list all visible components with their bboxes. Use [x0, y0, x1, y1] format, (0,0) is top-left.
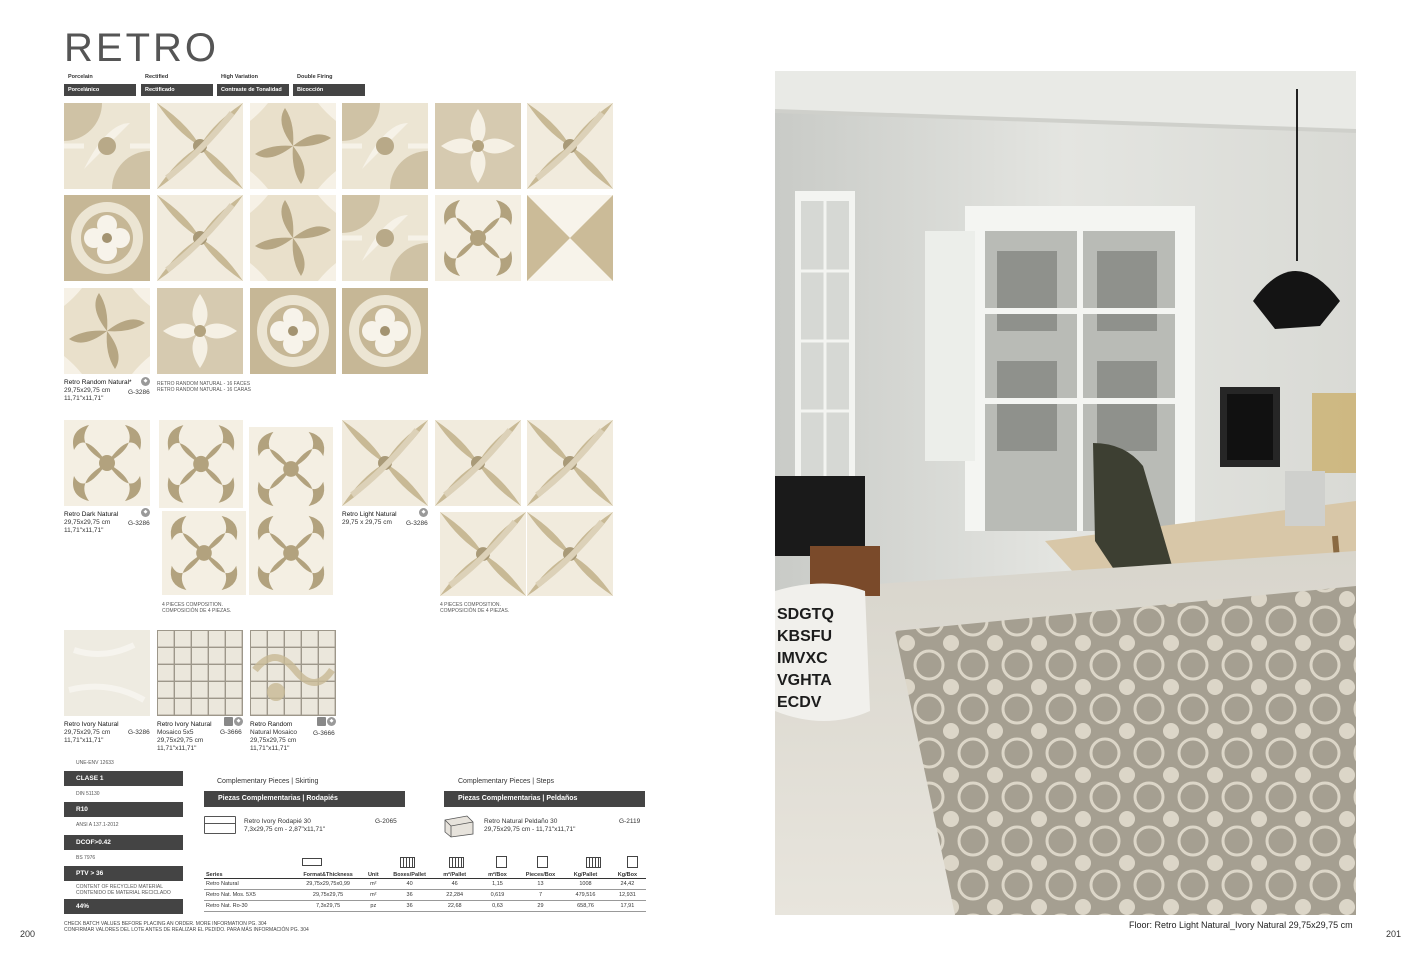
product-caption: [64, 379, 132, 403]
tile-image: [64, 630, 150, 716]
porcelain-icon: ◆: [141, 508, 150, 517]
product-size-inch: 11,71"x11,71": [64, 737, 104, 744]
comp-bar: Piezas Complementarias | Peldaños: [444, 791, 645, 807]
product-caption: Retro Natural Peldaño 30 29,75x29,75 cm - 11,71"x11,71": [484, 818, 576, 833]
product-name-line2: Mosaico 5x5: [157, 729, 194, 736]
product-caption: [64, 721, 119, 745]
tech-value: 44%: [64, 899, 183, 914]
product-code: G-2119: [619, 818, 641, 825]
tech-value: DCOF>0.42: [64, 835, 183, 850]
tech-label: ANSI A 137.1-2012: [76, 822, 119, 828]
pallet-icon: [586, 857, 601, 868]
product-size: 29,75x29,75 cm: [64, 387, 111, 394]
table-header: Format&Thickness: [303, 872, 353, 878]
table-header: m²/Pallet: [443, 872, 467, 878]
product-caption: Retro Ivory Rodapié 30 7,3x29,75 cm - 2,87"x11,71": [244, 818, 326, 833]
pallet-icon: [449, 857, 464, 868]
box-icon: [627, 856, 638, 868]
product-size: 29,75 x 29,75 cm: [342, 519, 392, 526]
table-header: Boxes/Pallet: [393, 872, 426, 878]
comp-bar: Piezas Complementarias | Rodapiés: [204, 791, 405, 807]
table-row: Retro Nat. Mos. 5X5 29,75x29,75 m² 36 22,284 0,619 7 479,516 12,931: [204, 890, 646, 901]
product-name: Retro Ivory Natural: [157, 721, 212, 728]
product-size: 29,75x29,75 cm: [157, 737, 204, 744]
tile-image: [157, 288, 243, 374]
tile-image: [250, 630, 336, 716]
product-code: G-3666: [313, 730, 335, 737]
product-name: Retro Light Natural: [342, 511, 397, 518]
product-caption: [250, 721, 297, 753]
tech-value: PTV > 36: [64, 866, 183, 881]
box-icon: [537, 856, 548, 868]
tile-image: [435, 195, 521, 281]
tile-image: [342, 195, 428, 281]
interior-photo: [775, 71, 1356, 915]
tile-image: [342, 420, 428, 506]
porcelain-icon: ◆: [327, 717, 336, 726]
table-row: Retro Nat. Ro-30 7,3x29,75 pz 36 22,68 0,63 29 658,76 17,91: [204, 901, 646, 912]
footnote: CHECK BATCH VALUES BEFORE PLACING AN ORDER. MORE INFORMATION PG. 304 CONFIRMAR VALORES DEL LOTE ANTES DE REALIZAR EL PEDIDO. PARA MÁS INFORMACIÓN PG. 304: [64, 921, 309, 933]
product-caption: [157, 721, 212, 753]
porcelain-icon: ◆: [419, 508, 428, 517]
mesh-icon: [317, 717, 326, 726]
tech-label: DIN 51130: [76, 791, 100, 797]
table-header: Series: [206, 872, 223, 878]
product-size: 29,75x29,75 cm: [64, 729, 111, 736]
product-name: Retro Dark Natural: [64, 511, 119, 518]
comp-title: Complementary Pieces | Skirting: [217, 778, 319, 785]
property-es: Rectificado: [141, 84, 213, 96]
tech-label: UNE-ENV 12633: [76, 760, 114, 766]
tech-value: R10: [64, 802, 183, 817]
product-code: G-3666: [220, 729, 242, 736]
tile-image: [342, 103, 428, 189]
product-size: 29,75x29,75 cm: [64, 519, 111, 526]
product-code: G-3286: [128, 729, 150, 736]
format-icon: [302, 858, 322, 866]
product-size: 29,75x29,75 cm: [250, 737, 297, 744]
porcelain-icon: ◆: [141, 377, 150, 386]
product-size-inch: 11,71"x11,71": [157, 745, 197, 752]
property-es: Bicocción: [293, 84, 365, 96]
skirting-thumb: [204, 816, 236, 834]
tile-image: [64, 195, 150, 281]
tile-image: [440, 512, 526, 596]
product-caption: [342, 511, 397, 527]
tile-image: [249, 511, 333, 595]
tile-image: [157, 195, 243, 281]
box-icon: [496, 856, 507, 868]
product-code: G-2065: [375, 818, 397, 825]
product-size-inch: 11,71"x11,71": [250, 745, 290, 752]
tile-image: [435, 103, 521, 189]
product-code: G-3286: [406, 520, 428, 527]
property-en: High Variation: [221, 74, 258, 80]
page-number: 200: [20, 929, 36, 939]
product-name: Retro Random: [250, 721, 293, 728]
tile-image: [527, 103, 613, 189]
tile-image: [250, 288, 336, 374]
tile-image: [157, 630, 243, 716]
spec-table: [204, 856, 646, 912]
tile-image: [64, 288, 150, 374]
tech-label: CONTENT OF RECYCLED MATERIAL CONTENIDO DE MATERIAL RECICLADO: [76, 884, 171, 896]
tile-image: [527, 420, 613, 506]
product-size-inch: 11,71"x11,71": [64, 395, 104, 402]
property-en: Double Firing: [297, 74, 333, 80]
comp-title: Complementary Pieces | Steps: [458, 778, 554, 785]
composition-note: 4 PIECES COMPOSITION. COMPOSICIÓN DE 4 PIEZAS.: [162, 602, 232, 614]
page-title: RETRO: [64, 26, 219, 70]
table-row: Retro Natural 29,75x29,75x0,99 m² 40 46 1,15 13 1008 24,42: [204, 879, 646, 890]
tile-image: [527, 512, 613, 596]
pouf-lettering: SDGTQ KBSFU IMVXC VGHTA ECDV: [777, 606, 834, 711]
tile-image: [527, 195, 613, 281]
property-es: Porcelánico: [64, 84, 136, 96]
tile-image: [162, 511, 246, 595]
product-code: G-3286: [128, 520, 150, 527]
tile-image: [250, 195, 336, 281]
product-name-line2: Natural Mosaico: [250, 729, 297, 736]
table-header: Pieces/Box: [525, 872, 556, 878]
product-name: Retro Random Natural*: [64, 379, 132, 386]
tile-image: [159, 420, 243, 508]
table-header: m²/Box: [488, 872, 507, 878]
page-number: 201: [1386, 929, 1402, 939]
product-code: G-3286: [128, 389, 150, 396]
tile-image: [64, 420, 150, 506]
tile-image: [157, 103, 243, 189]
photo-caption: Floor: Retro Light Natural_Ivory Natural 29,75x29,75 cm: [1129, 920, 1353, 930]
tile-image: [342, 288, 428, 374]
tile-image: [250, 103, 336, 189]
product-caption: [64, 511, 118, 535]
tile-image: [64, 103, 150, 189]
property-es: Contraste de Tonalidad: [217, 84, 289, 96]
table-header: Kg/Pallet: [573, 872, 598, 878]
property-en: Rectified: [145, 74, 169, 80]
porcelain-icon: ◆: [234, 717, 243, 726]
tile-image: [249, 427, 333, 511]
tech-label: BS 7976: [76, 855, 96, 861]
tile-image: [435, 420, 521, 506]
pallet-icon: [400, 857, 415, 868]
faces-note: RETRO RANDOM NATURAL - 16 FACES RETRO RANDOM NATURAL - 16 CARAS: [157, 381, 251, 393]
product-size-inch: 11,71"x11,71": [64, 527, 104, 534]
table-header-row: [204, 856, 646, 879]
composition-note: 4 PIECES COMPOSITION. COMPOSICIÓN DE 4 PIEZAS.: [440, 602, 510, 614]
table-header: Kg/Box: [617, 872, 638, 878]
step-thumb: [443, 814, 475, 838]
skirting-thumb-line: [204, 823, 236, 824]
product-name: Retro Ivory Natural: [64, 721, 119, 728]
mesh-icon: [224, 717, 233, 726]
table-header: Unit: [367, 872, 379, 878]
property-en: Porcelain: [68, 74, 93, 80]
tech-value: CLASE 1: [64, 771, 183, 786]
